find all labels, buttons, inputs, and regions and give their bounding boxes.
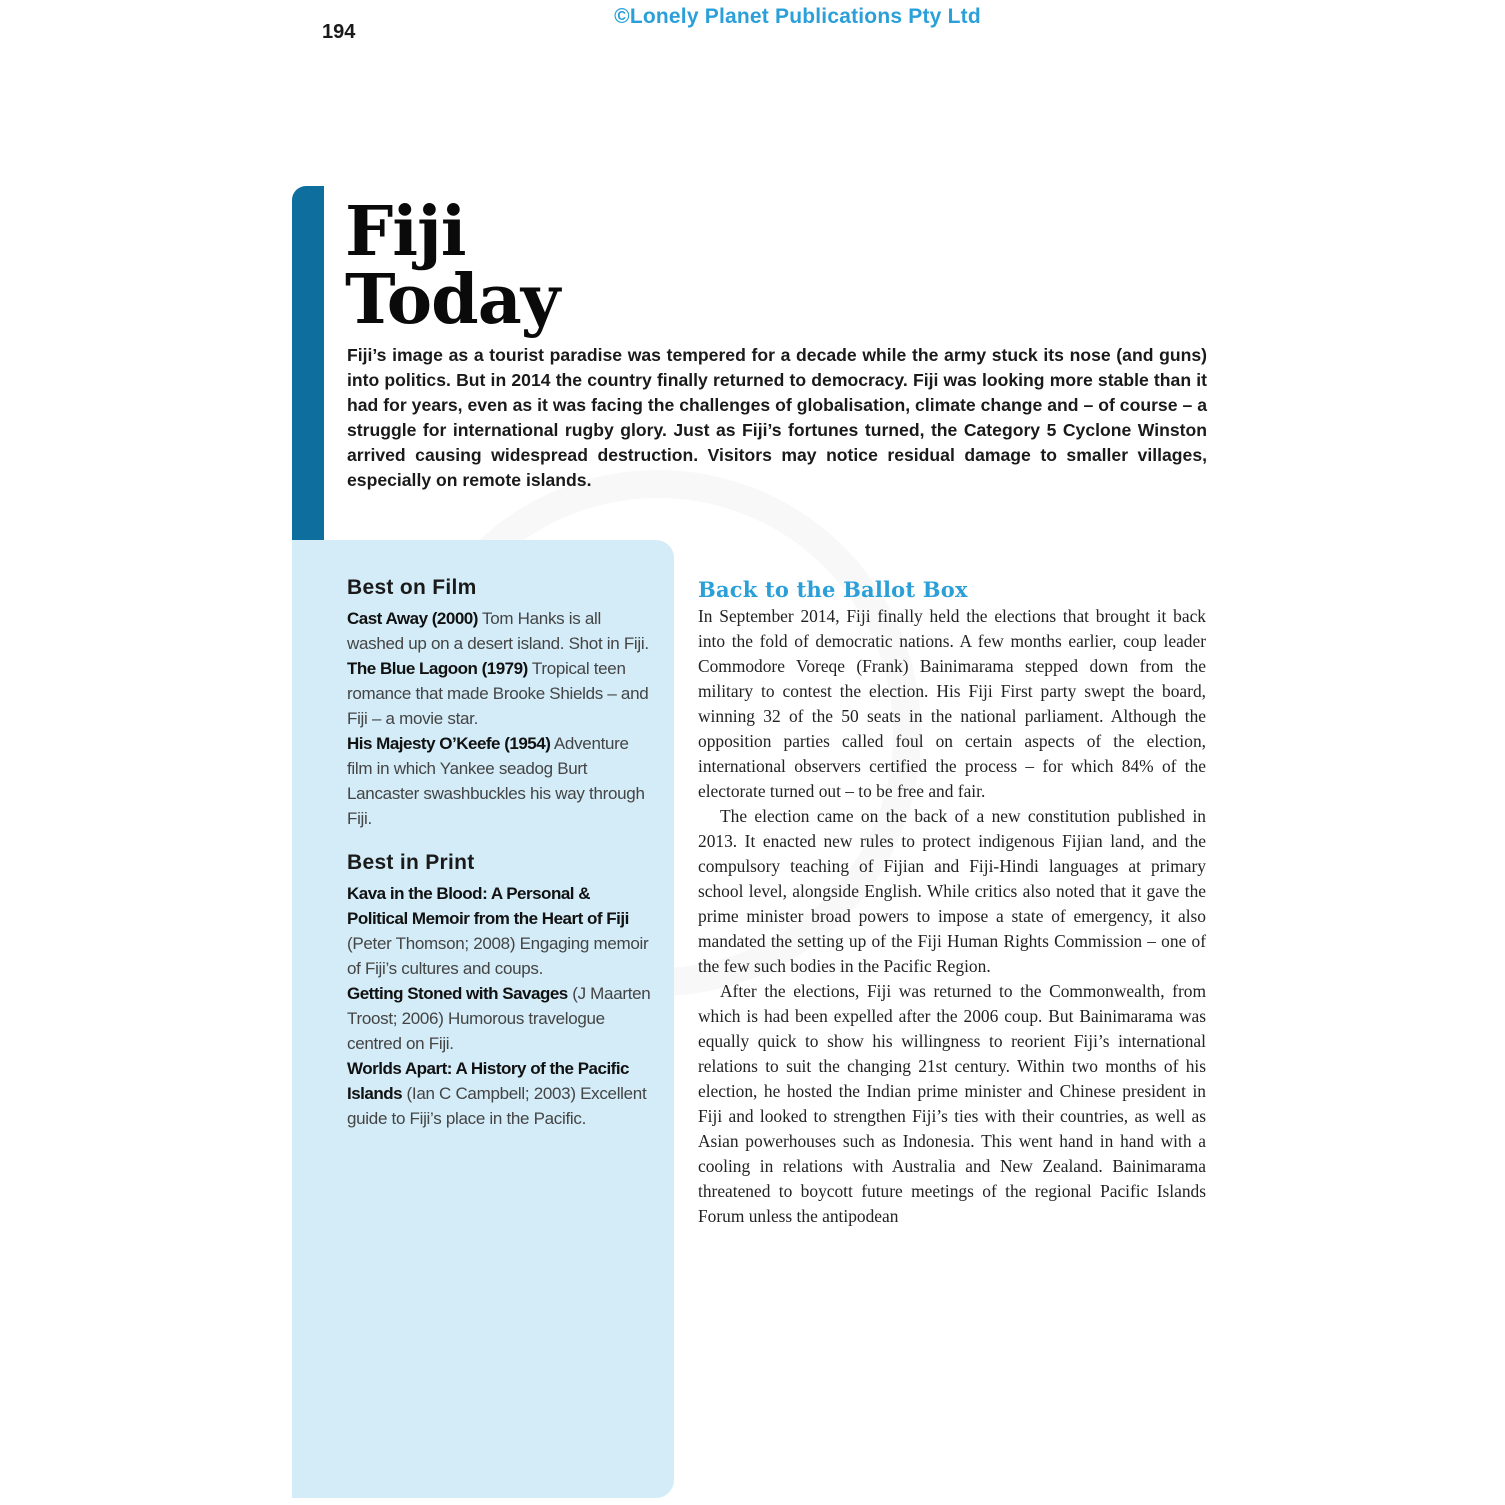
book-title: Kava in the Blood: A Personal & Political Memoir from the Heart of Fiji [347, 884, 629, 928]
film-title: The Blue Lagoon (1979) [347, 659, 528, 678]
chapter-title-line2: Today [345, 260, 560, 340]
sidebar-content [347, 576, 652, 1131]
book-item [347, 881, 652, 981]
article-paragraph: In September 2014, Fiji finally held the elections that brought it back into the fold of democratic nations. A few months earlier, coup leader Commodore Voreqe (Frank) Bainimarama stepped down from the military to contest the election. His Fiji First party swept the board, winning 32 of the 50 seats in the national parliament. Although the opposition parties called foul on certain aspects of the election, international observers certified the process – for which 84% of the electorate turned out – to be free and fair. [698, 606, 1206, 801]
book-item [347, 1056, 652, 1131]
best-in-print-heading: Best in Print [347, 851, 475, 874]
book-desc: (Ian C Campbell; 2003) Excellent guide to Fiji’s place in the Pacific. [347, 1084, 647, 1128]
chapter-title-line1: Fiji [345, 192, 466, 272]
article-paragraph: The election came on the back of a new constitution published in 2013. It enacted new rules to protect indigenous Fijian land, and the compulsory teaching of Fijian and Fiji-Hindi languages at primary school level, alongside English. While critics also noted that it gave the prime minister broad powers to impose a state of emergency, it also mandated the setting up of the Fiji Human Rights Commission – one of the few such bodies in the Pacific Region. [698, 806, 1206, 976]
sidebar-box [292, 540, 674, 1498]
film-desc: Tom Hanks is all washed up on a desert island. Shot in Fiji. [347, 609, 649, 653]
book-item [347, 981, 652, 1056]
film-title: Cast Away (2000) [347, 609, 478, 628]
copyright-notice [0, 5, 1505, 29]
page-number: 194 [322, 21, 356, 43]
book-desc: (J Maarten Troost; 2006) Humorous travelogue centred on Fiji. [347, 984, 651, 1053]
film-desc: Tropical teen romance that made Brooke Shields – and Fiji – a movie star. [347, 659, 649, 728]
chapter-accent-bar [292, 186, 324, 580]
book-desc: (Peter Thomson; 2008) Engaging memoir of Fiji’s cultures and coups. [347, 934, 649, 978]
film-item [347, 606, 652, 656]
book-title: Getting Stoned with Savages [347, 984, 568, 1003]
section-heading: Back to the Ballot Box [698, 577, 968, 602]
book-title: Worlds Apart: A History of the Pacific Islands [347, 1059, 630, 1103]
article-paragraph: After the elections, Fiji was returned to the Commonwealth, from which is had been expelled after the 2006 coup. But Bainimarama was equally quick to show his willingness to reorient Fiji’s international relations to suit the changing 21st century. Within two months of his election, he hosted the Indian prime minister and Chinese president in Fiji and looked to strengthen Fiji’s ties with their countries, as well as Asian powerhouses such as Indonesia. This went hand in hand with a cooling in relations with Australia and New Zealand. Bainimarama threatened to boycott future meetings of the regional Pacific Islands Forum unless the antipodean [698, 981, 1206, 1226]
film-item [347, 731, 652, 831]
copyright-text: ©Lonely Planet Publications Pty Ltd [614, 5, 981, 28]
chapter-title [345, 192, 560, 340]
film-item [347, 656, 652, 731]
film-desc: Adventure film in which Yankee seadog Burt Lancaster swashbuckles his way through Fiji. [347, 734, 645, 828]
article-column [698, 577, 1206, 1229]
film-title: His Majesty O’Keefe (1954) [347, 734, 551, 753]
chapter-intro: Fiji’s image as a tourist paradise was tempered for a decade while the army stuck its nose (and guns) into politics. But in 2014 the country finally returned to democracy. Fiji was looking more stable than it had for years, even as it was facing the challenges of globalisation, climate change and – of course – a struggle for international rugby glory. Just as Fiji’s fortunes turned, the Category 5 Cyclone Winston arrived causing widespread destruction. Visitors may notice residual damage to smaller villages, especially on remote islands. [347, 345, 1207, 490]
best-on-film-heading: Best on Film [347, 576, 477, 599]
